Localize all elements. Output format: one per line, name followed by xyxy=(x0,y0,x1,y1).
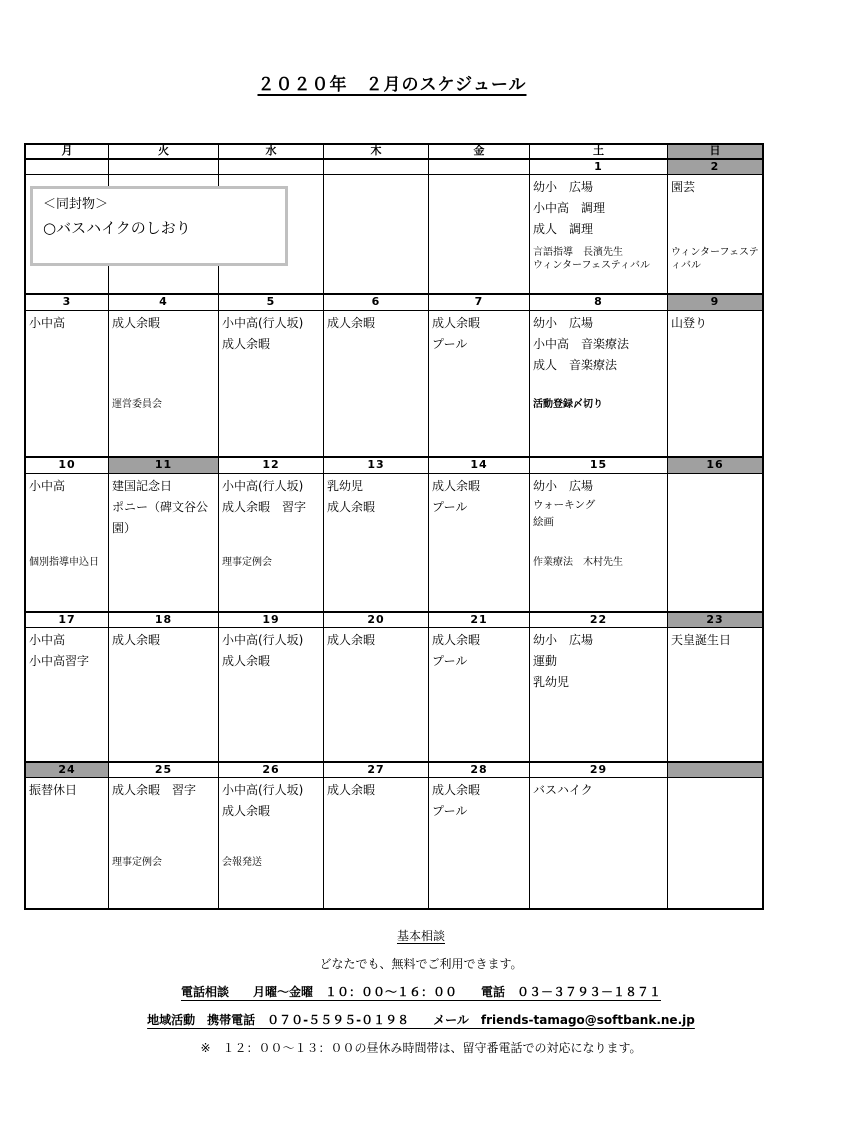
footer-heading xyxy=(0,927,842,944)
day-cell-empty xyxy=(668,778,762,908)
event-text: プール xyxy=(432,654,468,668)
event-text: 建国記念日 xyxy=(112,479,173,493)
cell-notes xyxy=(533,556,665,570)
day-cell-22 xyxy=(530,628,668,763)
event-text: 成人余暇 xyxy=(222,804,271,818)
day-cell-empty xyxy=(429,175,530,295)
date-cell-5: 5 xyxy=(219,295,324,311)
date-cell-24: 24 xyxy=(26,763,109,778)
note-text: 理事定例会 xyxy=(112,857,162,868)
cell-notes xyxy=(222,856,321,870)
date-cell-2: 2 xyxy=(668,160,762,175)
event-text: 成人余暇 xyxy=(432,316,481,330)
day-cell-25 xyxy=(109,778,219,908)
event-text: 小中高 xyxy=(29,479,66,493)
date-cell-10: 10 xyxy=(26,458,109,474)
day-header-水: 水 xyxy=(219,145,324,160)
event-text: 成人余暇 習字 xyxy=(112,783,197,797)
date-cell-empty xyxy=(429,160,530,175)
event-text: 成人余暇 xyxy=(432,783,481,797)
date-cell-empty xyxy=(324,160,429,175)
note-text: 個別指導申込日 xyxy=(29,557,99,569)
event-text: 成人余暇 xyxy=(432,479,481,493)
day-cell-24 xyxy=(26,778,109,908)
event-text: 運動 xyxy=(533,654,558,668)
event-text: 成人余暇 xyxy=(112,316,161,330)
event-text: 乳幼児 xyxy=(327,479,364,493)
footer-free-line: どなたでも、無料でご利用できます。 xyxy=(319,957,523,971)
footer xyxy=(0,927,842,1067)
date-cell-25: 25 xyxy=(109,763,219,778)
page-title xyxy=(24,70,760,95)
day-cell-10 xyxy=(26,474,109,613)
event-subtext: ウォーキング xyxy=(533,499,596,511)
footer-note-line: ※ １２：００～１３：００の昼休み時間帯は、留守番電話での対応になります。 xyxy=(200,1041,642,1055)
day-cell-15 xyxy=(530,474,668,613)
day-cell-13 xyxy=(324,474,429,613)
day-cell-20 xyxy=(324,628,429,763)
note-text: 作業療法 木村先生 xyxy=(533,557,623,569)
page-title-text: ２０２０年 ２月のスケジュール xyxy=(257,75,527,95)
event-text: 成人 音楽療法 xyxy=(533,358,618,372)
day-cell-19 xyxy=(219,628,324,763)
day-cell-8 xyxy=(530,311,668,458)
date-cell-13: 13 xyxy=(324,458,429,474)
cell-notes xyxy=(671,246,760,273)
date-cell-6: 6 xyxy=(324,295,429,311)
date-cell-11: 11 xyxy=(109,458,219,474)
event-text: 成人余暇 xyxy=(112,633,161,647)
day-header-火: 火 xyxy=(109,145,219,160)
event-subtext: 絵画 xyxy=(533,516,554,528)
day-cell-16 xyxy=(668,474,762,613)
day-cell-3 xyxy=(26,311,109,458)
day-cell-1 xyxy=(530,175,668,295)
day-cell-empty xyxy=(324,175,429,295)
date-cell-empty xyxy=(26,160,109,175)
event-text: 振替休日 xyxy=(29,783,78,797)
event-text: プール xyxy=(432,337,468,351)
day-header-土: 土 xyxy=(530,145,668,160)
enclosure-heading: ＜同封物＞ xyxy=(43,197,109,212)
day-cell-28 xyxy=(429,778,530,908)
date-cell-23: 23 xyxy=(668,613,762,628)
note-text: 運営委員会 xyxy=(112,399,162,410)
footer-mobile-text: 地域活動 携帯電話 ０７０-５５９５-０１９８ メール friends-tamago@softbank.ne.jp xyxy=(147,1013,695,1027)
cell-notes xyxy=(29,556,106,570)
day-cell-9 xyxy=(668,311,762,458)
day-cell-11 xyxy=(109,474,219,613)
date-cell-29: 29 xyxy=(530,763,668,778)
day-cell-17 xyxy=(26,628,109,763)
day-cell-2 xyxy=(668,175,762,295)
event-text: 小中高(行人坂) xyxy=(222,783,304,797)
date-cell-empty xyxy=(668,763,762,778)
day-cell-12 xyxy=(219,474,324,613)
event-text: 乳幼児 xyxy=(533,675,570,689)
cell-notes xyxy=(112,398,216,412)
day-cell-14 xyxy=(429,474,530,613)
event-text: ポニー（碑文谷公園） xyxy=(112,500,209,535)
day-cell-27 xyxy=(324,778,429,908)
day-header-木: 木 xyxy=(324,145,429,160)
date-cell-empty xyxy=(109,160,219,175)
event-text: バスハイク xyxy=(533,783,593,797)
cell-notes xyxy=(533,246,665,273)
event-text: 小中高 調理 xyxy=(533,201,606,215)
event-text: 小中高(行人坂) xyxy=(222,479,304,493)
date-cell-16: 16 xyxy=(668,458,762,474)
day-cell-21 xyxy=(429,628,530,763)
date-cell-9: 9 xyxy=(668,295,762,311)
event-text: 山登り xyxy=(671,316,708,330)
date-cell-28: 28 xyxy=(429,763,530,778)
note-text: ウィンターフェスティバル xyxy=(533,260,650,272)
date-cell-20: 20 xyxy=(324,613,429,628)
event-text: 成人余暇 xyxy=(327,500,376,514)
event-text: 成人余暇 習字 xyxy=(222,500,307,514)
date-cell-21: 21 xyxy=(429,613,530,628)
event-text: 小中高(行人坂) xyxy=(222,633,304,647)
day-cell-6 xyxy=(324,311,429,458)
cell-notes xyxy=(112,856,216,870)
date-cell-12: 12 xyxy=(219,458,324,474)
day-cell-26 xyxy=(219,778,324,908)
event-text: 幼小 広場 xyxy=(533,180,594,194)
event-text: 小中高 音楽療法 xyxy=(533,337,630,351)
date-cell-1: 1 xyxy=(530,160,668,175)
event-text: 幼小 広場 xyxy=(533,479,594,493)
event-text: 小中高 xyxy=(29,316,66,330)
note-text: 理事定例会 xyxy=(222,557,272,569)
event-text: 小中高習字 xyxy=(29,654,90,668)
note-text: ウィンターフェスティバル xyxy=(671,246,759,272)
event-text: 成人余暇 xyxy=(327,783,376,797)
date-cell-18: 18 xyxy=(109,613,219,628)
day-cell-29 xyxy=(530,778,668,908)
event-text: 成人余暇 xyxy=(222,654,271,668)
date-cell-4: 4 xyxy=(109,295,219,311)
event-text: 幼小 広場 xyxy=(533,633,594,647)
note-text: 活動登録〆切り xyxy=(533,399,603,410)
footer-phone-line xyxy=(0,983,842,1000)
date-cell-22: 22 xyxy=(530,613,668,628)
date-cell-19: 19 xyxy=(219,613,324,628)
date-cell-7: 7 xyxy=(429,295,530,311)
footer-heading-text: 基本相談 xyxy=(396,929,445,943)
note-text: 言語指導 長濱先生 xyxy=(533,246,623,258)
event-text: プール xyxy=(432,804,468,818)
note-text: 会報発送 xyxy=(222,857,262,868)
enclosure-item: ○バスハイクのしおり xyxy=(43,219,191,237)
event-text: 成人余暇 xyxy=(432,633,481,647)
date-cell-14: 14 xyxy=(429,458,530,474)
date-cell-26: 26 xyxy=(219,763,324,778)
day-cell-5 xyxy=(219,311,324,458)
day-cell-18 xyxy=(109,628,219,763)
enclosure-box xyxy=(30,186,288,266)
footer-phone-text: 電話相談 月曜～金曜 １０：００～１６：００ 電話 ０３－３７９３－１８７１ xyxy=(180,985,661,999)
date-cell-17: 17 xyxy=(26,613,109,628)
day-cell-7 xyxy=(429,311,530,458)
day-header-金: 金 xyxy=(429,145,530,160)
cell-notes xyxy=(222,556,321,570)
event-text: 園芸 xyxy=(671,180,696,194)
date-cell-8: 8 xyxy=(530,295,668,311)
date-cell-3: 3 xyxy=(26,295,109,311)
footer-mobile-line xyxy=(0,1011,842,1028)
event-text: 成人 調理 xyxy=(533,222,594,236)
event-text: 成人余暇 xyxy=(327,633,376,647)
day-cell-4 xyxy=(109,311,219,458)
event-text: 成人余暇 xyxy=(222,337,271,351)
event-text: 幼小 広場 xyxy=(533,316,594,330)
event-text: 成人余暇 xyxy=(327,316,376,330)
day-header-日: 日 xyxy=(668,145,762,160)
day-cell-23 xyxy=(668,628,762,763)
event-text: 小中高(行人坂) xyxy=(222,316,304,330)
date-cell-empty xyxy=(219,160,324,175)
cell-notes xyxy=(533,398,665,412)
event-text: 天皇誕生日 xyxy=(671,633,732,647)
date-cell-15: 15 xyxy=(530,458,668,474)
day-header-月: 月 xyxy=(26,145,109,160)
event-text: 小中高 xyxy=(29,633,66,647)
date-cell-27: 27 xyxy=(324,763,429,778)
event-text: プール xyxy=(432,500,468,514)
